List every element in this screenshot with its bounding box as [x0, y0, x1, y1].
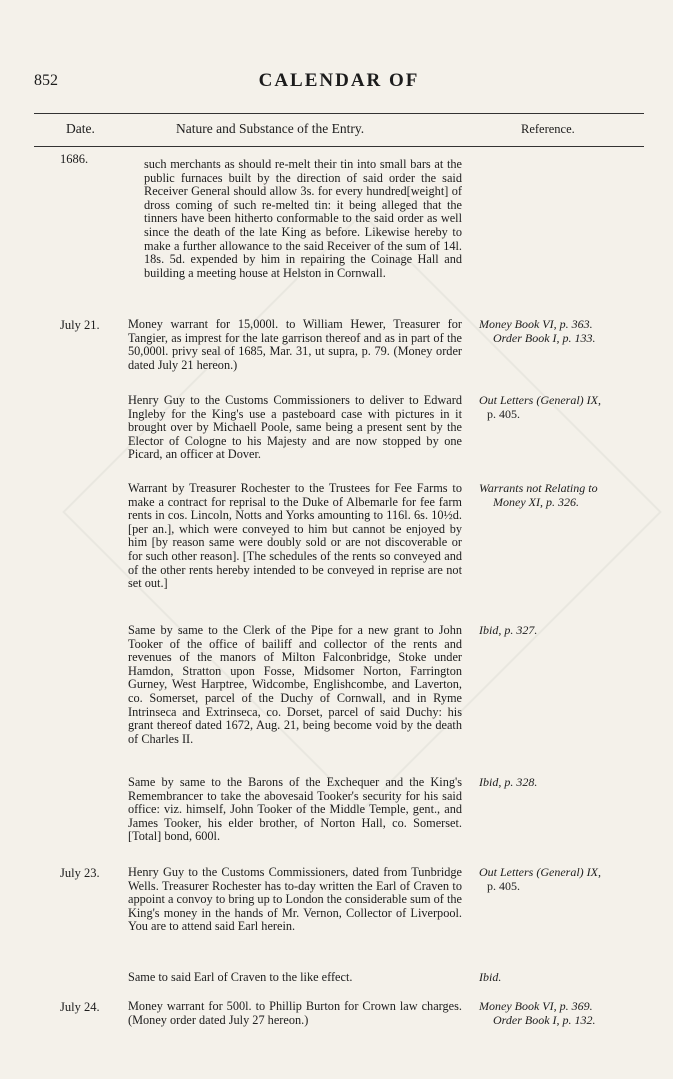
entry-text: Money warrant for 500l. to Phillip Burton for Crown law charges. (Money order dated July 27 hereon.): [128, 999, 462, 1027]
column-headings: [34, 118, 644, 142]
reference-line: Order Book I, p. 133.: [493, 330, 596, 345]
page-header: [34, 70, 644, 100]
reference-line: Ibid.: [479, 970, 502, 984]
entry-reference: [479, 482, 649, 509]
reference-line: Out Letters (General) IX,: [479, 865, 601, 879]
reference-line: Ibid, p. 327.: [479, 623, 538, 637]
entry-reference: [479, 1000, 649, 1027]
reference-line: Order Book I, p. 132.: [493, 1012, 596, 1027]
entry-date: July 21.: [60, 318, 100, 332]
entry-text: Henry Guy to the Customs Commissioners to deliver to Edward Ingleby for the King's use a pasteboard case with pictures in it brought over by Michaell Poole, same being a present sent by the Elector of Cologne to his Majesty and are now stopped by one Picard, an officer at Dover.: [128, 393, 462, 462]
entry-text: such merchants as should re-melt their tin into small bars at the public furnaces built by the direction of said order the said Receiver General should allow 3s. for every hundred[weight] of dross coming of such re-melted tin: it being alleged that the tinners have been hitherto conformable to the said order as well since the death of the late King as before. Likewise hereby to make a further allowance to the said Receiver of the sum of 14l. 18s. 5d. expended by him in repairing the Coinage Hall and building a meeting house at Helston in Cornwall.: [144, 157, 462, 280]
entry-text: Same to said Earl of Craven to the like effect.: [128, 970, 353, 984]
reference-line: Money XI, p. 326.: [493, 494, 579, 509]
reference-line: Warrants not Relating to: [479, 481, 598, 495]
entry-reference: [479, 394, 649, 421]
reference-line: Out Letters (General) IX,: [479, 393, 601, 407]
entry-text: Same by same to the Barons of the Exchequer and the King's Remembrancer to take the abovesaid Tooker's security for his said office: viz. himself, John Tooker of the Middle Temple, gent., and James Tooker, his elder brother, of Norton Hall, co. Somerset. [Total] bond, 600l.: [128, 775, 462, 844]
entry-reference: [479, 776, 649, 790]
entry-text: Henry Guy to the Customs Commissioners, dated from Tunbridge Wells. Treasurer Rochester has to-day written the Earl of Craven to appoint a convoy to bring up to London the considerable sum of the King's money in the hands of Mr. Vernon, Collector of Liverpool. You are to attend said Earl herein.: [128, 865, 462, 934]
header-rule-bottom: [34, 146, 644, 147]
entry-date: 1686.: [60, 152, 89, 166]
entry-date: July 23.: [60, 866, 100, 880]
reference-line: Money Book VI, p. 369.: [479, 999, 593, 1013]
header-rule-top: [34, 113, 644, 114]
entry-date: July 24.: [60, 1000, 100, 1014]
entry-text: Money warrant for 15,000l. to William Hewer, Treasurer for Tangier, as imprest for the late garrison thereof and as in part of the 50,000l. privy seal of 1685, Mar. 31, ut supra, p. 79. (Money order dated July 21 hereon.): [128, 317, 462, 372]
entry-reference: [479, 318, 649, 345]
entry-text: Warrant by Treasurer Rochester to the Trustees for Fee Farms to make a contract for reprisal to the Duke of Albemarle for fee farm rents in cos. Lincoln, Notts and Yorks amounting to 116l. 6s. 10½d. [per an.], which were conveyed to him but cannot be enjoyed by him [by reason same were doubly sold or are not discoverable or for such other reason]. [The schedules of the rents so conveyed and of the other rents hereby intended to be conveyed in reprise are not set out.]: [128, 481, 462, 591]
column-heading-reference: Reference.: [521, 122, 575, 136]
reference-line: Money Book VI, p. 363.: [479, 317, 593, 331]
column-heading-nature: Nature and Substance of the Entry.: [176, 121, 365, 136]
entry-text: Same by same to the Clerk of the Pipe for a new grant to John Tooker of the office of bailiff and collector of the rents and revenues of the manors of Milton Falconbridge, Stoke under Hamdon, Stratton upon Fosse, Midsomer Norton, Farrington Gurney, West Harptree, Widcombe, Englishcombe, and Laverton, co. Somerset, parcel of the Duchy of Cornwall, and in Ryme Intrinseca and Extrinseca, co. Dorset, parcel of said Duchy: his grant thereof dated 1672, Aug. 21, being become void by the death of Charles II.: [128, 623, 462, 746]
running-title: CALENDAR OF: [258, 70, 420, 91]
entry-reference: [479, 971, 649, 985]
reference-line: p. 405.: [487, 878, 520, 893]
column-heading-date: Date.: [66, 121, 95, 136]
entry-reference: [479, 624, 649, 638]
page-number: 852: [34, 72, 58, 89]
reference-line: Ibid, p. 328.: [479, 775, 538, 789]
entry-reference: [479, 866, 649, 893]
reference-line: p. 405.: [487, 406, 520, 421]
